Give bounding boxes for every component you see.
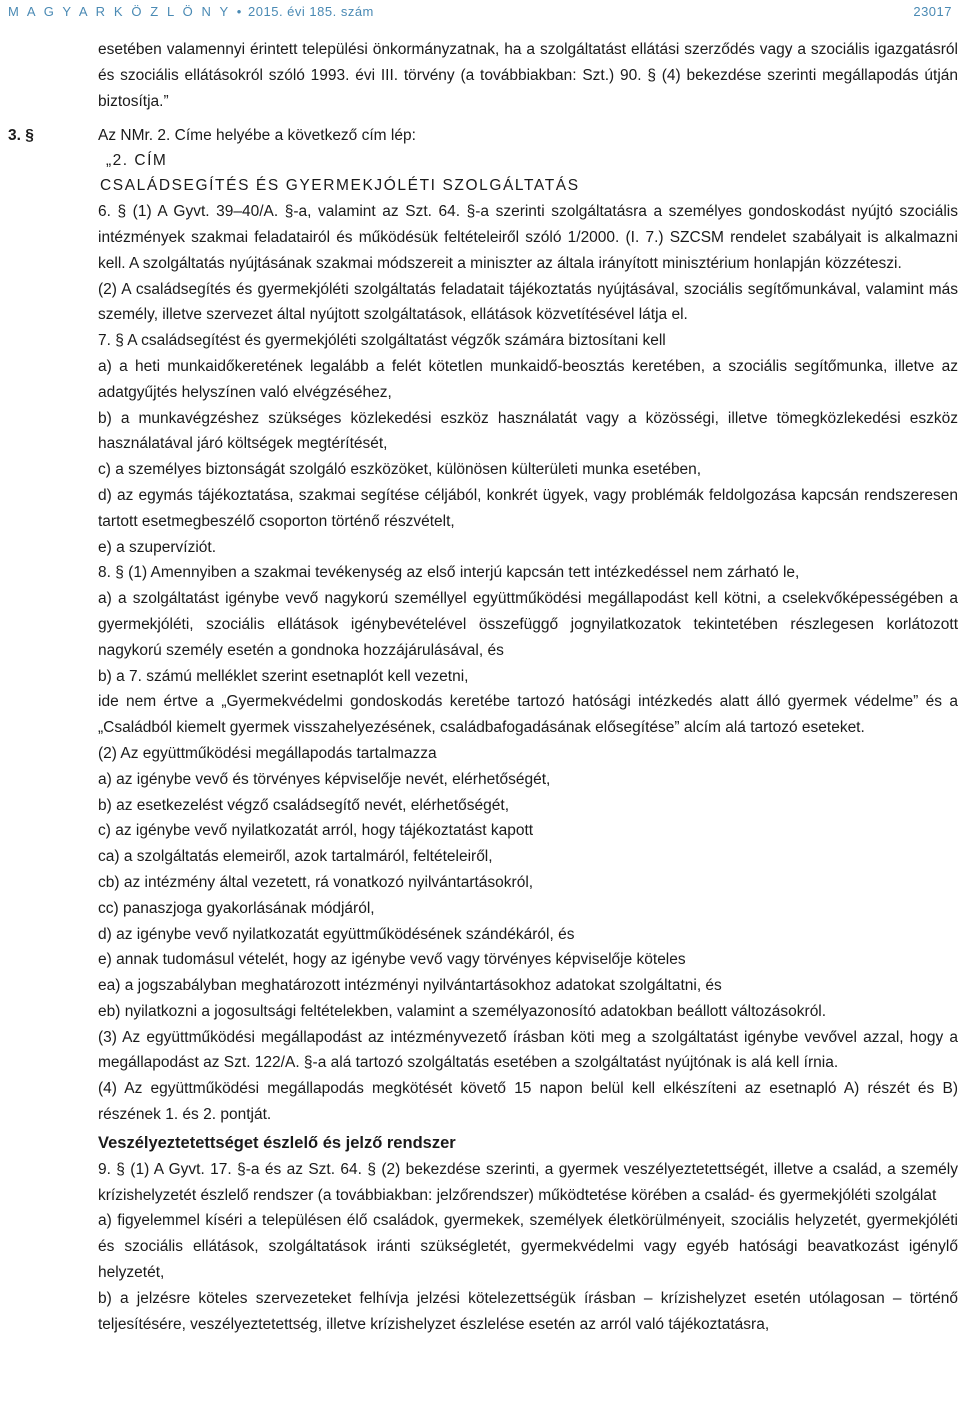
paragraph: d) az egymás tájékoztatása, szakmai segítése céljából, konkrét ügyek, vagy problémák feldolgozása kapcsán rendszeresen tartott esetmegbeszélő csoporton történő részvételt,	[98, 486, 958, 530]
paragraph: b) az esetkezelést végző családsegítő nevét, elérhetőségét,	[98, 796, 509, 814]
inserted-title-block	[100, 149, 958, 199]
paragraph: ea) a jogszabályban meghatározott intézményi nyilvántartásokhoz adatokat szolgáltatni, és	[98, 977, 722, 995]
document-body	[8, 37, 958, 1337]
section-3	[8, 123, 958, 199]
paragraph: b) a jelzésre köteles szervezeteket felhívja jelzési kötelezettségük írásban – krízishelyzet esetén utólagosan – történő teljesítésére, veszélyeztetettség, illetve krízishelyzet észlelése esetén az arról való tájékoztatásra,	[98, 1289, 958, 1333]
paragraph-list-2	[98, 1157, 958, 1338]
paragraph: c) az igénybe vevő nyilatkozatát arról, hogy tájékoztatást kapott	[98, 822, 534, 840]
paragraph: ide nem értve a „Gyermekvédelmi gondoskodás keretébe tartozó hatósági intézkedés alatt álló gyermek védelme” és a „Családból kiemelt gyermek visszahelyezésének, családbafogadásának elősegítése” alcím alá tartozó eseteket.	[98, 693, 958, 737]
subheading: Veszélyeztetettséget észlelő és jelző rendszer	[98, 1133, 456, 1152]
journal-name: M A G Y A R K Ö Z L Ö N Y	[8, 3, 231, 19]
section-3-line: Az NMr. 2. Címe helyébe a következő cím lép:	[98, 127, 416, 145]
paragraph: cb) az intézmény által vezetett, rá vonatkozó nyilvántartásokról,	[98, 873, 534, 891]
paragraph: e) a szupervíziót.	[98, 538, 217, 556]
paragraph: d) az igénybe vevő nyilatkozatát együttműködésének szándékáról, és	[98, 925, 575, 943]
paragraph: 7. § A családsegítést és gyermekjóléti szolgáltatást végzők számára biztosítani kell	[98, 332, 666, 350]
paragraph: a) a heti munkaidőkeretének legalább a felét kötetlen munkaidő-beosztás keretében, a szociális segítőmunka, illetve az adatgyűjtés helyszínen való elvégzéséhez,	[98, 357, 958, 401]
intro-paragraph: esetében valamennyi érintett települési önkormányzatnak, ha a szolgáltatást ellátási szerződés vagy a szociális igazgatásról és szociális ellátásokról szóló 1993. évi III. törvény (a továbbiakban: Szt.) 90. § (4) bekezdése szerinti megállapodás útján biztosítja.”	[98, 41, 958, 110]
section-number: 3. §	[8, 127, 34, 145]
chapter-title: CSALÁDSEGÍTÉS ÉS GYERMEKJÓLÉTI SZOLGÁLTATÁS	[100, 177, 580, 195]
paragraph: e) annak tudomásul vételét, hogy az igénybe vevő vagy törvényes képviselője köteles	[98, 951, 686, 969]
paragraph: a) figyelemmel kíséri a településen élő családok, gyermekek, személyek életkörülményeit, szociális helyzetét, gyermekjóléti és szociális ellátások, szolgáltatások iránti szükségletét, gyermekvédelmi vagy egyéb hatósági beavatkozást igénylő helyzetét,	[98, 1212, 958, 1282]
paragraph: b) a 7. számú melléklet szerint esetnaplót kell vezetni,	[98, 667, 469, 685]
header-bullet: •	[236, 3, 242, 19]
paragraph: (2) A családsegítés és gyermekjóléti szolgáltatás feladatait tájékoztatás nyújtásával, szociális segítőmunkával, valamint más személy, illetve szervezet által nyújtott szolgáltatások, ellátások közvetítésével látja el.	[98, 280, 958, 324]
header-left	[8, 4, 374, 19]
paragraph: (4) Az együttműködési megállapodás megkötését követő 15 napon belül kell elkészíteni az esetnapló A) részét és B) részének 1. és 2. pontját.	[98, 1080, 958, 1124]
paragraph-list	[98, 199, 958, 1128]
chapter-label: „2. CÍM	[106, 152, 168, 170]
paragraph: c) a személyes biztonságát szolgáló eszközöket, különösen külterületi munka esetében,	[98, 461, 702, 479]
paragraph: 6. § (1) A Gyvt. 39–40/A. §-a, valamint az Szt. 64. §-a szerinti szolgáltatásra a személyes gondoskodást nyújtó szociális intézmények szakmai feladatairól és működésük feltételeiről szóló 1/2000. (I. 7.) SZCSM rendelet szabályait is alkalmazni kell. A szolgáltatás nyújtásának szakmai módszereit a miniszter az általa irányított minisztérium honlapján közzéteszi.	[98, 203, 958, 272]
paragraph: a) az igénybe vevő és törvényes képviselője nevét, elérhetőségét,	[98, 770, 551, 788]
paragraph: 9. § (1) A Gyvt. 17. §-a és az Szt. 64. § (2) bekezdése szerinti, a gyermek veszélyeztetettségét, illetve a család, a személy krízishelyzetét észlelő rendszer (a továbbiakban: jelzőrendszer) működtetése körében a család- és gyermekjóléti szolgálat	[98, 1160, 958, 1204]
paragraph: eb) nyilatkozni a jogosultsági feltételekben, valamint a személyazonosító adatokban beállott változásokról.	[98, 1002, 827, 1020]
paragraph: a) a szolgáltatást igénybe vevő nagykorú személlyel együttműködési megállapodást kell kötni, a cselekvőképességében a gyermekjóléti, szociális ellátások igénybevételével összefüggő jognyilatkozatok tekintetében részlegesen korlátozott nagykorú személy esetén a gondnoka hozzájárulásával, és	[98, 590, 958, 659]
paragraph: (3) Az együttműködési megállapodást az intézményvezető írásban köti meg a szolgáltatást igénybe vevővel azzal, hogy a megállapodást az Szt. 122/A. §-a alá tartozó szolgáltatás esetében a szolgáltatást nyújtónak is alá kell írnia.	[98, 1028, 958, 1072]
issue-number: 2015. évi 185. szám	[248, 3, 374, 19]
paragraph: b) a munkavégzéshez szükséges közlekedési eszköz használatát vagy a közösségi, illetve tömegközlekedési eszköz használatával járó költségek megtérítését,	[98, 409, 958, 453]
page-header	[8, 0, 952, 22]
paragraph: ca) a szolgáltatás elemeiről, azok tartalmáról, feltételeiről,	[98, 848, 493, 866]
paragraph: (2) Az együttműködési megállapodás tartalmazza	[98, 744, 437, 762]
paragraph: cc) panaszjoga gyakorlásának módjáról,	[98, 899, 375, 917]
paragraph: 8. § (1) Amennyiben a szakmai tevékenység az első interjú kapcsán tett intézkedéssel nem zárható le,	[98, 564, 800, 582]
page-number: 23017	[913, 3, 952, 19]
